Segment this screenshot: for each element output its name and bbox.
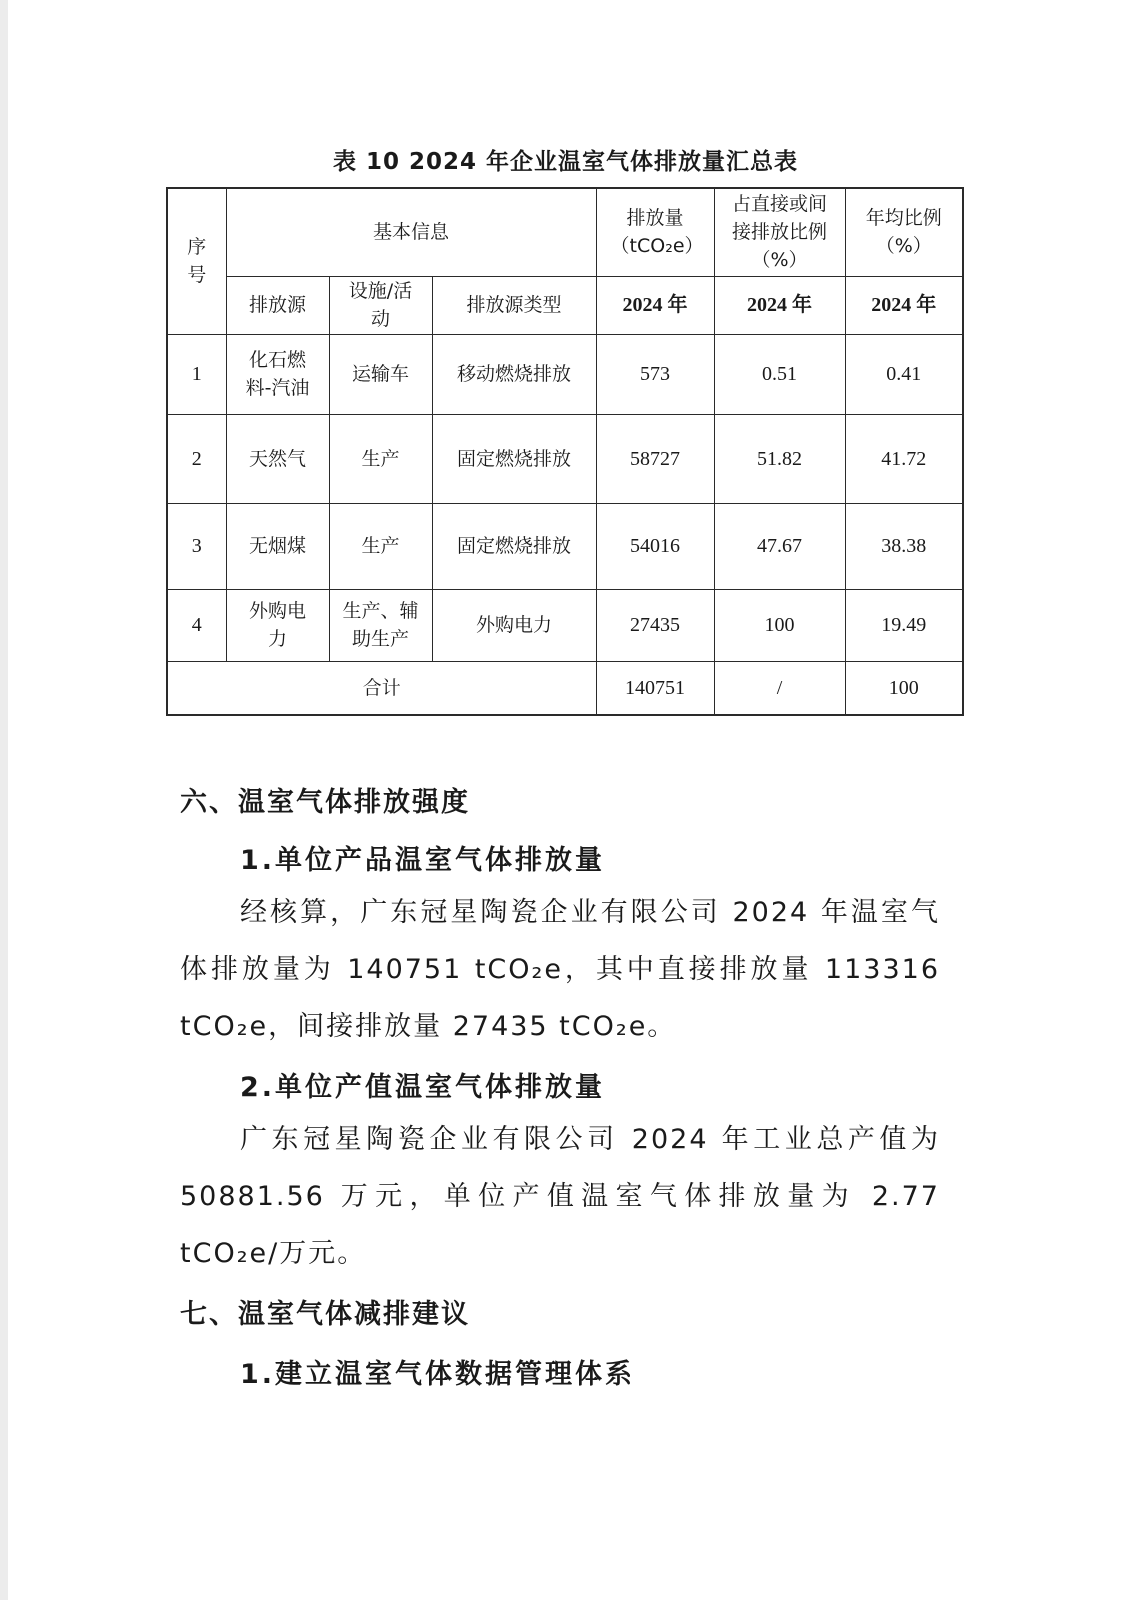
cell-emission: 58727 bbox=[596, 414, 714, 503]
total-label: 合计 bbox=[167, 661, 596, 715]
section-seven-title: 七、温室气体减排建议 bbox=[180, 1299, 470, 1330]
header-facility: 设施/活动 bbox=[329, 276, 432, 334]
total-annual: 100 bbox=[845, 661, 963, 715]
table-caption: 表 10 2024 年企业温室气体排放量汇总表 bbox=[332, 149, 799, 175]
cell-source: 天然气 bbox=[226, 414, 329, 503]
total-row bbox=[167, 661, 963, 715]
cell-annual: 41.72 bbox=[845, 414, 963, 503]
section-six-title: 六、温室气体排放强度 bbox=[180, 787, 470, 818]
cell-source: 外购电力 bbox=[226, 589, 329, 661]
header-annual-share: 年均比例（%） bbox=[845, 188, 963, 276]
total-share: / bbox=[714, 661, 845, 715]
header-emission: 排放量（tCO₂e） bbox=[596, 188, 714, 276]
cell-emission: 54016 bbox=[596, 503, 714, 589]
section-6-1-title: 1.单位产品温室气体排放量 bbox=[240, 845, 606, 876]
cell-emission: 573 bbox=[596, 334, 714, 414]
header-year-share: 2024 年 bbox=[714, 276, 845, 334]
total-emission: 140751 bbox=[596, 661, 714, 715]
cell-facility: 生产 bbox=[329, 503, 432, 589]
header-source-type: 排放源类型 bbox=[432, 276, 596, 334]
cell-seq: 3 bbox=[167, 503, 226, 589]
cell-facility: 生产 bbox=[329, 414, 432, 503]
cell-seq: 4 bbox=[167, 589, 226, 661]
section-6-1-text: 经核算，广东冠星陶瓷企业有限公司 2024 年温室气体排放量为 140751 tCO₂e，其中直接排放量 113316 tCO₂e，间接排放量 27435 tCO₂e。 bbox=[180, 897, 940, 1042]
header-year-emission: 2024 年 bbox=[596, 276, 714, 334]
table-row bbox=[167, 334, 963, 414]
section-7-1-title: 1.建立温室气体数据管理体系 bbox=[240, 1359, 636, 1390]
header-year-annual: 2024 年 bbox=[845, 276, 963, 334]
page-edge bbox=[0, 0, 8, 1600]
cell-annual: 0.41 bbox=[845, 334, 963, 414]
cell-share: 51.82 bbox=[714, 414, 845, 503]
cell-share: 100 bbox=[714, 589, 845, 661]
table-row bbox=[167, 589, 963, 661]
cell-type: 固定燃烧排放 bbox=[432, 503, 596, 589]
cell-source: 无烟煤 bbox=[226, 503, 329, 589]
cell-seq: 1 bbox=[167, 334, 226, 414]
header-basic-info: 基本信息 bbox=[226, 188, 596, 276]
cell-annual: 19.49 bbox=[845, 589, 963, 661]
cell-type: 固定燃烧排放 bbox=[432, 414, 596, 503]
cell-share: 47.67 bbox=[714, 503, 845, 589]
emission-summary-table bbox=[166, 187, 964, 716]
cell-type: 移动燃烧排放 bbox=[432, 334, 596, 414]
header-seq: 序号 bbox=[167, 188, 226, 334]
header-share: 占直接或间接排放比例（%） bbox=[714, 188, 845, 276]
cell-share: 0.51 bbox=[714, 334, 845, 414]
cell-facility: 运输车 bbox=[329, 334, 432, 414]
cell-facility: 生产、辅助生产 bbox=[329, 589, 432, 661]
header-source: 排放源 bbox=[226, 276, 329, 334]
cell-annual: 38.38 bbox=[845, 503, 963, 589]
cell-emission: 27435 bbox=[596, 589, 714, 661]
cell-type: 外购电力 bbox=[432, 589, 596, 661]
section-6-2-text: 广东冠星陶瓷企业有限公司 2024 年工业总产值为 50881.56 万元，单位产值温室气体排放量为 2.77 tCO₂e/万元。 bbox=[180, 1124, 940, 1269]
section-6-2-title: 2.单位产值温室气体排放量 bbox=[240, 1072, 606, 1103]
cell-seq: 2 bbox=[167, 414, 226, 503]
table-row bbox=[167, 414, 963, 503]
table-row bbox=[167, 503, 963, 589]
cell-source: 化石燃料-汽油 bbox=[226, 334, 329, 414]
